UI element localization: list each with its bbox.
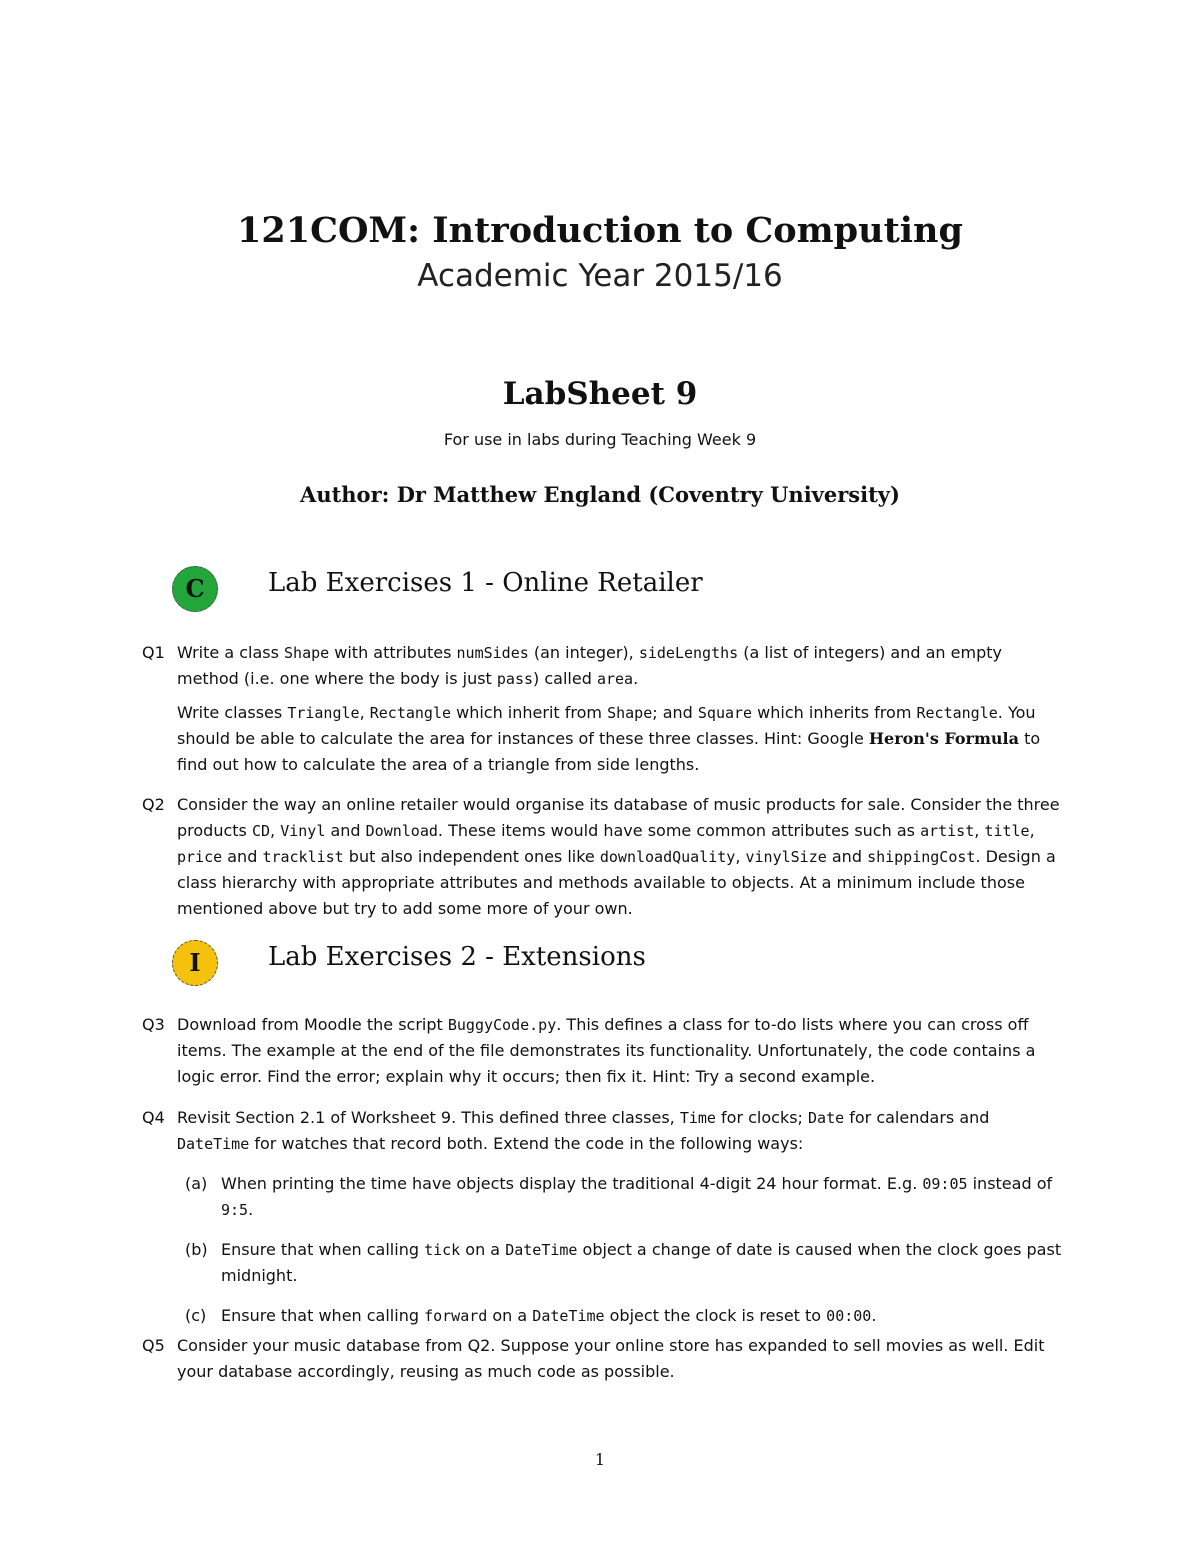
author-line: Author: Dr Matthew England (Coventry University) [300, 482, 900, 507]
paragraph: Download from Moodle the script BuggyCode.py. This defines a class for to-do lists where you can cross off items. The example at the end of the file demonstrates its functionality. Unfortunately, the code contains a logic error. Find the error; explain why it occurs; then fix it. Hint: Try a second example. [177, 1015, 1036, 1086]
question-number: Q4 [142, 1108, 165, 1127]
paragraph: Write a class Shape with attributes numSides (an integer), sideLengths (a list of integers) and an empty method (i.e. one where the body is just pass) called area. [177, 643, 1002, 688]
paragraph: Write classes Triangle, Rectangle which inherit from Shape; and Square which inherits from Rectangle. You should be able to calculate the area for instances of these three classes. Hint: Google Heron's Formula to find out how to calculate the area of a triangle from side lengths. [177, 703, 1041, 774]
question-body [177, 792, 1062, 922]
academic-year: Academic Year 2015/16 [417, 258, 783, 294]
subquestion-c: (c) Ensure that when calling forward on a DateTime object the clock is reset to 00:00. [185, 1303, 1062, 1329]
section-title: Lab Exercises 1 - Online Retailer [268, 568, 703, 598]
question-body [177, 1012, 1062, 1090]
question-body [177, 640, 1062, 778]
sheet-subtitle: For use in labs during Teaching Week 9 [443, 430, 757, 449]
paragraph: Consider your music database from Q2. Suppose your online store has expanded to sell movies as well. Edit your database accordingly, reusing as much code as possible. [177, 1336, 1045, 1381]
subquestion-a: (a) When printing the time have objects display the traditional 4-digit 24 hour format. E.g. 09:05 instead of 9:5. [185, 1171, 1062, 1223]
question-number: Q5 [142, 1336, 165, 1355]
core-badge-icon: C [172, 566, 218, 612]
question-number: Q2 [142, 795, 165, 814]
question-q4 [142, 1105, 1062, 1329]
page-number: 1 [594, 1450, 606, 1469]
question-number: Q1 [142, 643, 165, 662]
section-title: Lab Exercises 2 - Extensions [268, 942, 646, 972]
course-title: 121COM: Introduction to Computing [237, 210, 963, 251]
subquestion-label: (c) [185, 1306, 207, 1325]
paragraph: Consider the way an online retailer would organise its database of music products for sale. Consider the three products CD, Vinyl and Download. These items would have some common attributes such as artist, title, price and tracklist but also independent ones like downloadQuality, vinylSize and shippingCost. Design a class hierarchy with appropriate attributes and methods available to objects. At a minimum include those mentioned above but try to add some more of your own. [177, 795, 1060, 918]
question-q2 [142, 792, 1062, 922]
question-q1 [142, 640, 1062, 778]
question-q3 [142, 1012, 1062, 1090]
intermediate-badge-icon: I [172, 940, 218, 986]
subquestion-b: (b) Ensure that when calling tick on a DateTime object a change of date is caused when the clock goes past midnight. [185, 1237, 1062, 1289]
question-body [177, 1333, 1062, 1385]
question-number: Q3 [142, 1015, 165, 1034]
paragraph: Revisit Section 2.1 of Worksheet 9. This defined three classes, Time for clocks; Date for calendars and DateTime for watches that record both. Extend the code in the following ways: [177, 1108, 990, 1153]
question-body [177, 1105, 1062, 1329]
subquestion-label: (a) [185, 1174, 208, 1193]
sheet-title: LabSheet 9 [502, 376, 698, 412]
subquestion-label: (b) [185, 1240, 208, 1259]
question-q5 [142, 1333, 1062, 1385]
